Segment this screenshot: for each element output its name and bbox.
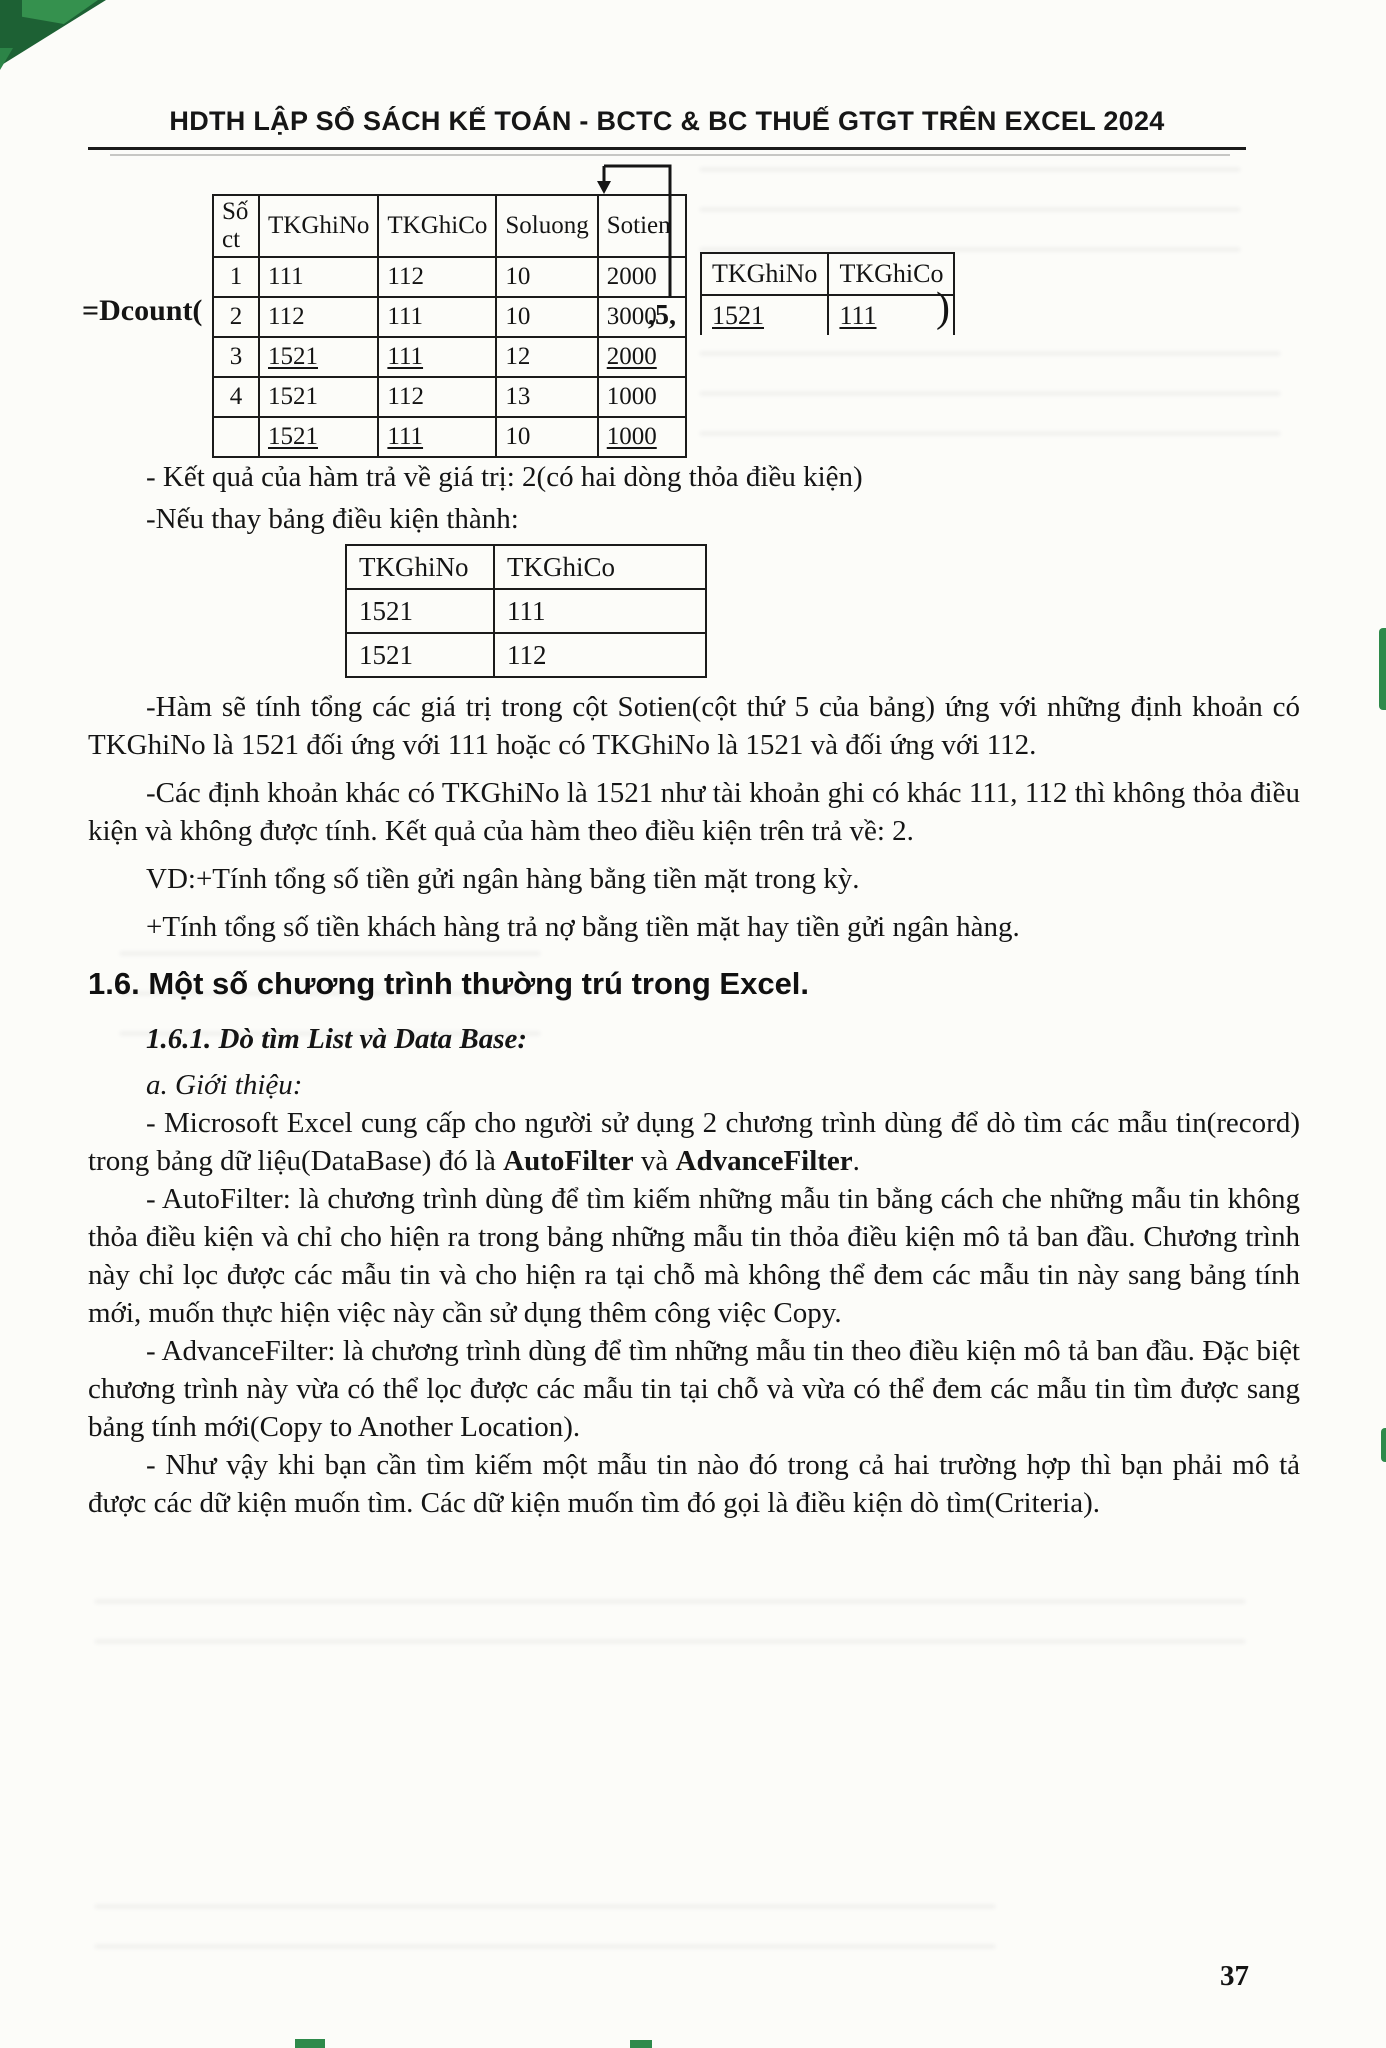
scan-artifact-right-edge [1379, 628, 1386, 710]
table-cell: 10 [496, 417, 597, 457]
table-cell: 2000 [598, 337, 686, 377]
table-cell: 112 [259, 297, 378, 337]
table-cell: 3000 [598, 297, 686, 337]
example-line-1: VD:+Tính tổng số tiền gửi ngân hàng bằng tiền mặt trong kỳ. [146, 863, 860, 895]
intro-paragraph [88, 1104, 1300, 1180]
page-header-title: HDTH LẬP SỔ SÁCH KẾ TOÁN - BCTC & BC THUẾ GTGT TRÊN EXCEL 2024 [169, 106, 1165, 136]
dcount-formula-prefix: =Dcount( [82, 294, 203, 327]
criteria2-header-tkghino: TKGhiNo [346, 545, 494, 589]
table-cell: 112 [378, 377, 496, 417]
table-cell: 2000 [598, 257, 686, 297]
formula-closing-paren: ) [936, 285, 950, 331]
criteria2-value: 1521 [346, 633, 494, 677]
table-header-soct: Số ct [213, 195, 259, 257]
table-cell: 4 [213, 377, 259, 417]
criteria-table-2 [345, 544, 707, 678]
advancefilter-term: AdvanceFilter [675, 1145, 853, 1177]
table-cell: 112 [378, 257, 496, 297]
table-cell: 1 [213, 257, 259, 297]
table-header-sotien: Sotien [598, 195, 686, 257]
sotien-column-pointer-arrow [590, 150, 690, 320]
scan-artifact-right-edge-2 [1381, 1428, 1386, 1462]
section-heading: 1.6. Một số chương trình thường trú trong Excel. [88, 966, 810, 1001]
advancefilter-paragraph: - AdvanceFilter: là chương trình dùng để tìm những mẫu tin theo điều kiện mô tả ban đầu. Đặc biệt chương trình này vừa có thể lọc được các mẫu tin tại chỗ và vừa có thể đem các mẫu tin tìm được sang bảng tính mới(Copy to Another Location). [88, 1335, 1300, 1443]
table-cell: 111 [378, 297, 496, 337]
formula-argument-separator: ,5, [648, 300, 676, 331]
criteria-value: 111 [828, 295, 954, 335]
autofilter-term: AutoFilter [503, 1145, 634, 1177]
bleed-artifact [95, 1905, 995, 1951]
body-text [88, 458, 1300, 1522]
bleed-artifact [700, 352, 1280, 440]
table-cell: 12 [496, 337, 597, 377]
conclusion-paragraph: - Như vậy khi bạn cần tìm kiếm một mẫu tin nào đó trong cả hai trường hợp thì bạn phải mô tả được các dữ kiện muốn tìm. Các dữ kiện muốn tìm đó gọi là điều kiện dò tìm(Criteria). [88, 1449, 1300, 1519]
autofilter-paragraph: - AutoFilter: là chương trình dùng để tìm kiếm những mẫu tin bằng cách che những mẫu tin không thỏa điều kiện và chỉ cho hiện ra trong bảng những mẫu tin thỏa điều kiện mô tả ban đầu. Chương trình này chỉ lọc được các mẫu tin và cho hiện ra tại chỗ mà không thể đem các mẫu tin này sang bảng tính mới, muốn thực hiện việc này cần sử dụng thêm công việc Copy. [88, 1183, 1300, 1329]
table-row [213, 377, 686, 417]
table-header-tkghino: TKGhiNo [259, 195, 378, 257]
table-row-matching [213, 337, 686, 377]
table-cell: 1521 [259, 417, 378, 457]
intro-text-1: - Microsoft Excel cung cấp cho người sử dụng 2 chương trình dùng để dò tìm các mẫu tin(record) trong bảng dữ liệu(DataBase) đó là [88, 1107, 1300, 1177]
table-cell: 111 [378, 337, 496, 377]
intro-label: a. Giới thiệu: [146, 1069, 303, 1101]
scan-artifact-bottom-1 [295, 2039, 325, 2048]
page-number: 37 [1220, 1960, 1249, 1992]
table-cell: 13 [496, 377, 597, 417]
criteria-header-tkghino: TKGhiNo [701, 253, 828, 295]
result-note: - Kết quả của hàm trả về giá trị: 2(có hai dòng thỏa điều kiện) [146, 461, 863, 493]
criteria-header-tkghico: TKGhiCo [828, 253, 954, 295]
criteria-table [700, 252, 955, 335]
scan-artifact-bottom-2 [630, 2040, 652, 2048]
table-cell: 1521 [259, 337, 378, 377]
table-cell: 1000 [598, 417, 686, 457]
table-cell: 111 [378, 417, 496, 457]
intro-text-2: và [633, 1145, 676, 1177]
bleed-artifact [95, 1600, 1245, 1652]
table-cell [213, 417, 259, 457]
criteria2-header-tkghico: TKGhiCo [494, 545, 706, 589]
table-row-matching [213, 417, 686, 457]
subsection-heading: 1.6.1. Dò tìm List và Data Base: [146, 1023, 528, 1055]
replace-note: -Nếu thay bảng điều kiện thành: [146, 503, 519, 535]
table-cell: 10 [496, 297, 597, 337]
criteria-value: 1521 [701, 295, 828, 335]
example-line-2: +Tính tổng số tiền khách hàng trả nợ bằng tiền mặt hay tiền gửi ngân hàng. [146, 911, 1020, 943]
criteria2-value: 111 [494, 589, 706, 633]
sum-explain-paragraph: -Hàm sẽ tính tổng các giá trị trong cột Sotien(cột thứ 5 của bảng) ứng với những định khoản có TKGhiNo là 1521 đối ứng với 111 hoặc có TKGhiNo là 1521 và đối ứng với 112. [88, 691, 1300, 761]
table-cell: 1521 [259, 377, 378, 417]
criteria2-value: 1521 [346, 589, 494, 633]
criteria2-value: 112 [494, 633, 706, 677]
table-cell: 10 [496, 257, 597, 297]
table-cell: 1000 [598, 377, 686, 417]
table-cell: 3 [213, 337, 259, 377]
table-header-soluong: Soluong [496, 195, 597, 257]
table-cell: 111 [259, 257, 378, 297]
table-cell: 2 [213, 297, 259, 337]
table-header-tkghico: TKGhiCo [378, 195, 496, 257]
other-entries-paragraph: -Các định khoản khác có TKGhiNo là 1521 như tài khoản ghi có khác 111, 112 thì không thỏa điều kiện và không được tính. Kết quả của hàm theo điều kiện trên trả về: 2. [88, 777, 1300, 847]
intro-text-3: . [852, 1145, 860, 1177]
